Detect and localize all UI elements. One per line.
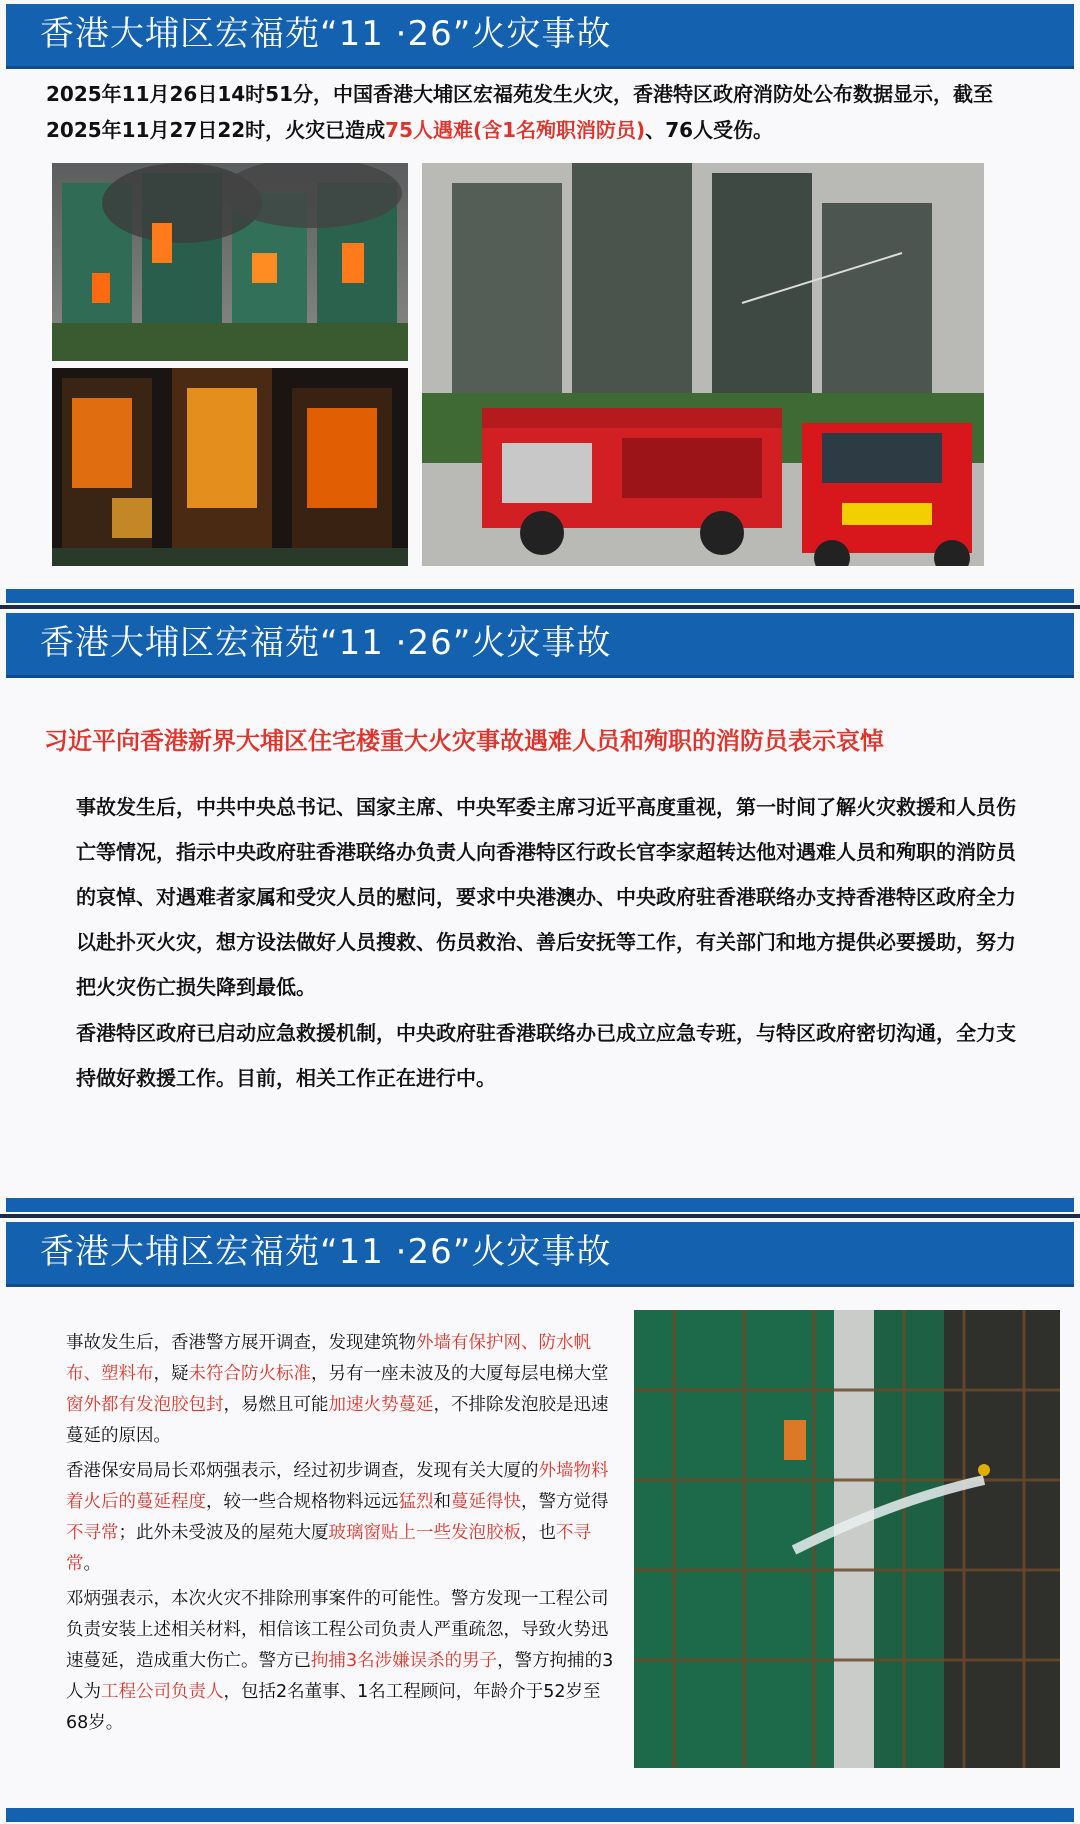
body-text: ；此外未受波及的屋苑大厦 (118, 1523, 329, 1543)
body-text: ，易燃且可能 (223, 1395, 329, 1415)
headline: 习近平向香港新界大埔区住宅楼重大火灾事故遇难人员和殉职的消防员表示哀悼 (44, 727, 884, 755)
slide-title: 香港大埔区宏福苑“11 ·26”火灾事故 (40, 1232, 612, 1272)
highlight-text: 工程公司负责人 (101, 1682, 224, 1702)
body-text: 香港保安局局长邓炳强表示，经过初步调查，发现有关大厦的 (66, 1461, 539, 1481)
body-paragraph-2: 香港特区政府已启动应急救援机制，中央政府驻香港联络办已成立应急专班，与特区政府密切沟通，全力支持做好救援工作。目前，相关工作正在进行中。 (76, 1021, 1016, 1090)
highlight-text: 猛烈 (398, 1492, 434, 1512)
body-text: ，疑 (153, 1364, 189, 1384)
slide-footer-bar (6, 1198, 1074, 1212)
intro-text-end: 、76人受伤。 (645, 118, 774, 142)
highlight-text: 外墙物料着火后的蔓延程度 (66, 1461, 609, 1512)
highlight-text: 未符合防火标准 (188, 1364, 311, 1384)
burning-towers-photo (52, 163, 408, 361)
slide-title: 香港大埔区宏福苑“11 ·26”火灾事故 (40, 14, 612, 54)
body-text: ，较一些合规格物料远远 (206, 1492, 399, 1512)
highlight-text: 拘捕3名涉嫌误杀的男子 (311, 1651, 498, 1671)
night-fire-photo (52, 368, 408, 566)
body-text: ，警方拘捕的3人为 (66, 1651, 614, 1702)
investigation-paragraph-2 (66, 1456, 616, 1580)
highlight-text: 蔓延得快 (451, 1492, 521, 1512)
body-text: 和 (433, 1492, 451, 1512)
slide-header (6, 4, 1074, 69)
body-text: 事故发生后，香港警方展开调查，发现建筑物 (66, 1333, 416, 1353)
body-paragraph-1: 事故发生后，中共中央总书记、国家主席、中央军委主席习近平高度重视，第一时间了解火灾救援和人员伤亡等情况，指示中央政府驻香港联络办负责人向香港特区行政长官李家超转达他对遇难人员和殉职的消防员的哀悼、对遇难者家属和受灾人员的慰问，要求中央港澳办、中央政府驻香港联络办支持香港特区政府全力以赴扑灭火灾，想方设法做好人员搜救、伤员救治、善后安抚等工作，有关部门和地方提供必要援助，努力把火灾伤亡损失降到最低。 (76, 795, 1016, 999)
investigation-text (66, 1328, 616, 1739)
slide-2 (0, 609, 1080, 1214)
slide-1 (0, 0, 1080, 605)
highlight-text: 外墙有保护网、防水帆布、塑料布 (66, 1333, 591, 1384)
slide-header (6, 1222, 1074, 1287)
slide-footer-bar (6, 1808, 1074, 1822)
investigation-paragraph-3 (66, 1584, 616, 1739)
intro-text: 2025年11月26日14时51分，中国香港大埔区宏福苑发生火灾，香港特区政府消防处公布数据显示，截至2025年11月27日22时，火灾已造成 (46, 82, 993, 142)
highlight-text: 加速火势蔓延 (328, 1395, 434, 1415)
body-text: ，不排除发泡胶是迅速蔓延的原因。 (66, 1395, 609, 1446)
slide-header (6, 613, 1074, 678)
slide-footer-bar (6, 589, 1074, 603)
body-text: 。 (83, 1554, 101, 1574)
slide-title: 香港大埔区宏福苑“11 ·26”火灾事故 (40, 623, 612, 663)
highlight-text: 玻璃窗贴上一些发泡胶板 (328, 1523, 521, 1543)
scaffolding-netting-photo (634, 1310, 1060, 1768)
slide-3 (0, 1218, 1080, 1824)
investigation-paragraph-1 (66, 1328, 616, 1452)
casualty-highlight: 75人遇难(含1名殉职消防员) (385, 118, 646, 142)
highlight-text: 不寻常 (66, 1523, 119, 1543)
fire-trucks-photo (422, 163, 984, 566)
highlight-text: 不寻常 (66, 1523, 591, 1574)
highlight-text: 窗外都有发泡胶包封 (66, 1395, 224, 1415)
body-text: ，另有一座未波及的大厦每层电梯大堂 (311, 1364, 609, 1384)
body-text: ，包括2名董事、1名工程顾问，年龄介于52岁至68岁。 (66, 1682, 601, 1733)
body-text: 邓炳强表示，本次火灾不排除刑事案件的可能性。警方发现一工程公司负责安装上述相关材料，相信该工程公司负责人严重疏忽，导致火势迅速蔓延，造成重大伤亡。警方已 (66, 1589, 609, 1671)
body-text: ，也 (521, 1523, 556, 1543)
intro-paragraph (46, 76, 1006, 148)
body-text: ，警方觉得 (521, 1492, 609, 1512)
